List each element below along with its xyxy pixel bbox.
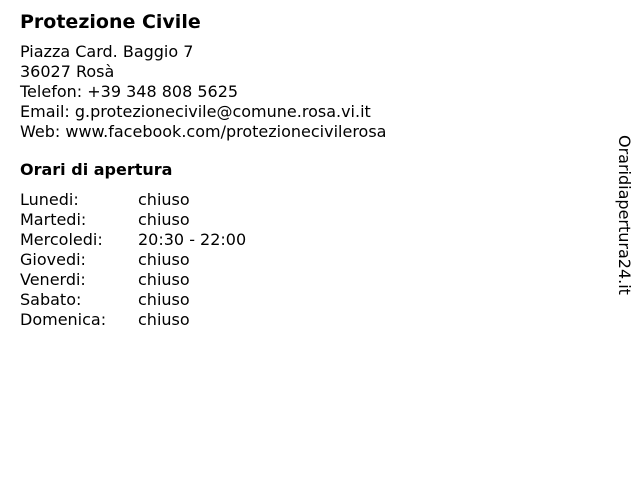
brand-watermark: Oraridiapertura24.it <box>615 135 634 295</box>
hours-day: Domenica: <box>20 310 107 329</box>
hours-row-thursday <box>20 250 580 270</box>
hours-title: Orari di apertura <box>20 160 173 179</box>
hours-time: chiuso <box>138 210 190 229</box>
hours-time: chiuso <box>138 310 190 329</box>
hours-time: chiuso <box>138 190 190 209</box>
address-city: 36027 Rosà <box>20 62 115 81</box>
hours-row-wednesday <box>20 230 580 250</box>
business-name: Protezione Civile <box>20 11 201 33</box>
hours-time: 20:30 - 22:00 <box>138 230 247 249</box>
address-street: Piazza Card. Baggio 7 <box>20 42 194 61</box>
hours-row-tuesday <box>20 210 580 230</box>
phone-line: Telefon: +39 348 808 5625 <box>20 82 239 101</box>
hours-row-saturday <box>20 290 580 310</box>
hours-table <box>20 190 580 330</box>
hours-time: chiuso <box>138 290 190 309</box>
email-line: Email: g.protezionecivile@comune.rosa.vi.it <box>20 102 371 121</box>
hours-row-sunday <box>20 310 580 330</box>
hours-row-friday <box>20 270 580 290</box>
hours-day: Lunedi: <box>20 190 79 209</box>
hours-day: Sabato: <box>20 290 82 309</box>
business-card <box>20 10 580 330</box>
hours-day: Giovedi: <box>20 250 86 269</box>
hours-day: Mercoledi: <box>20 230 103 249</box>
hours-day: Venerdi: <box>20 270 86 289</box>
hours-row-monday <box>20 190 580 210</box>
web-line: Web: www.facebook.com/protezionecivilerosa <box>20 122 387 141</box>
hours-time: chiuso <box>138 250 190 269</box>
hours-time: chiuso <box>138 270 190 289</box>
hours-day: Martedi: <box>20 210 87 229</box>
